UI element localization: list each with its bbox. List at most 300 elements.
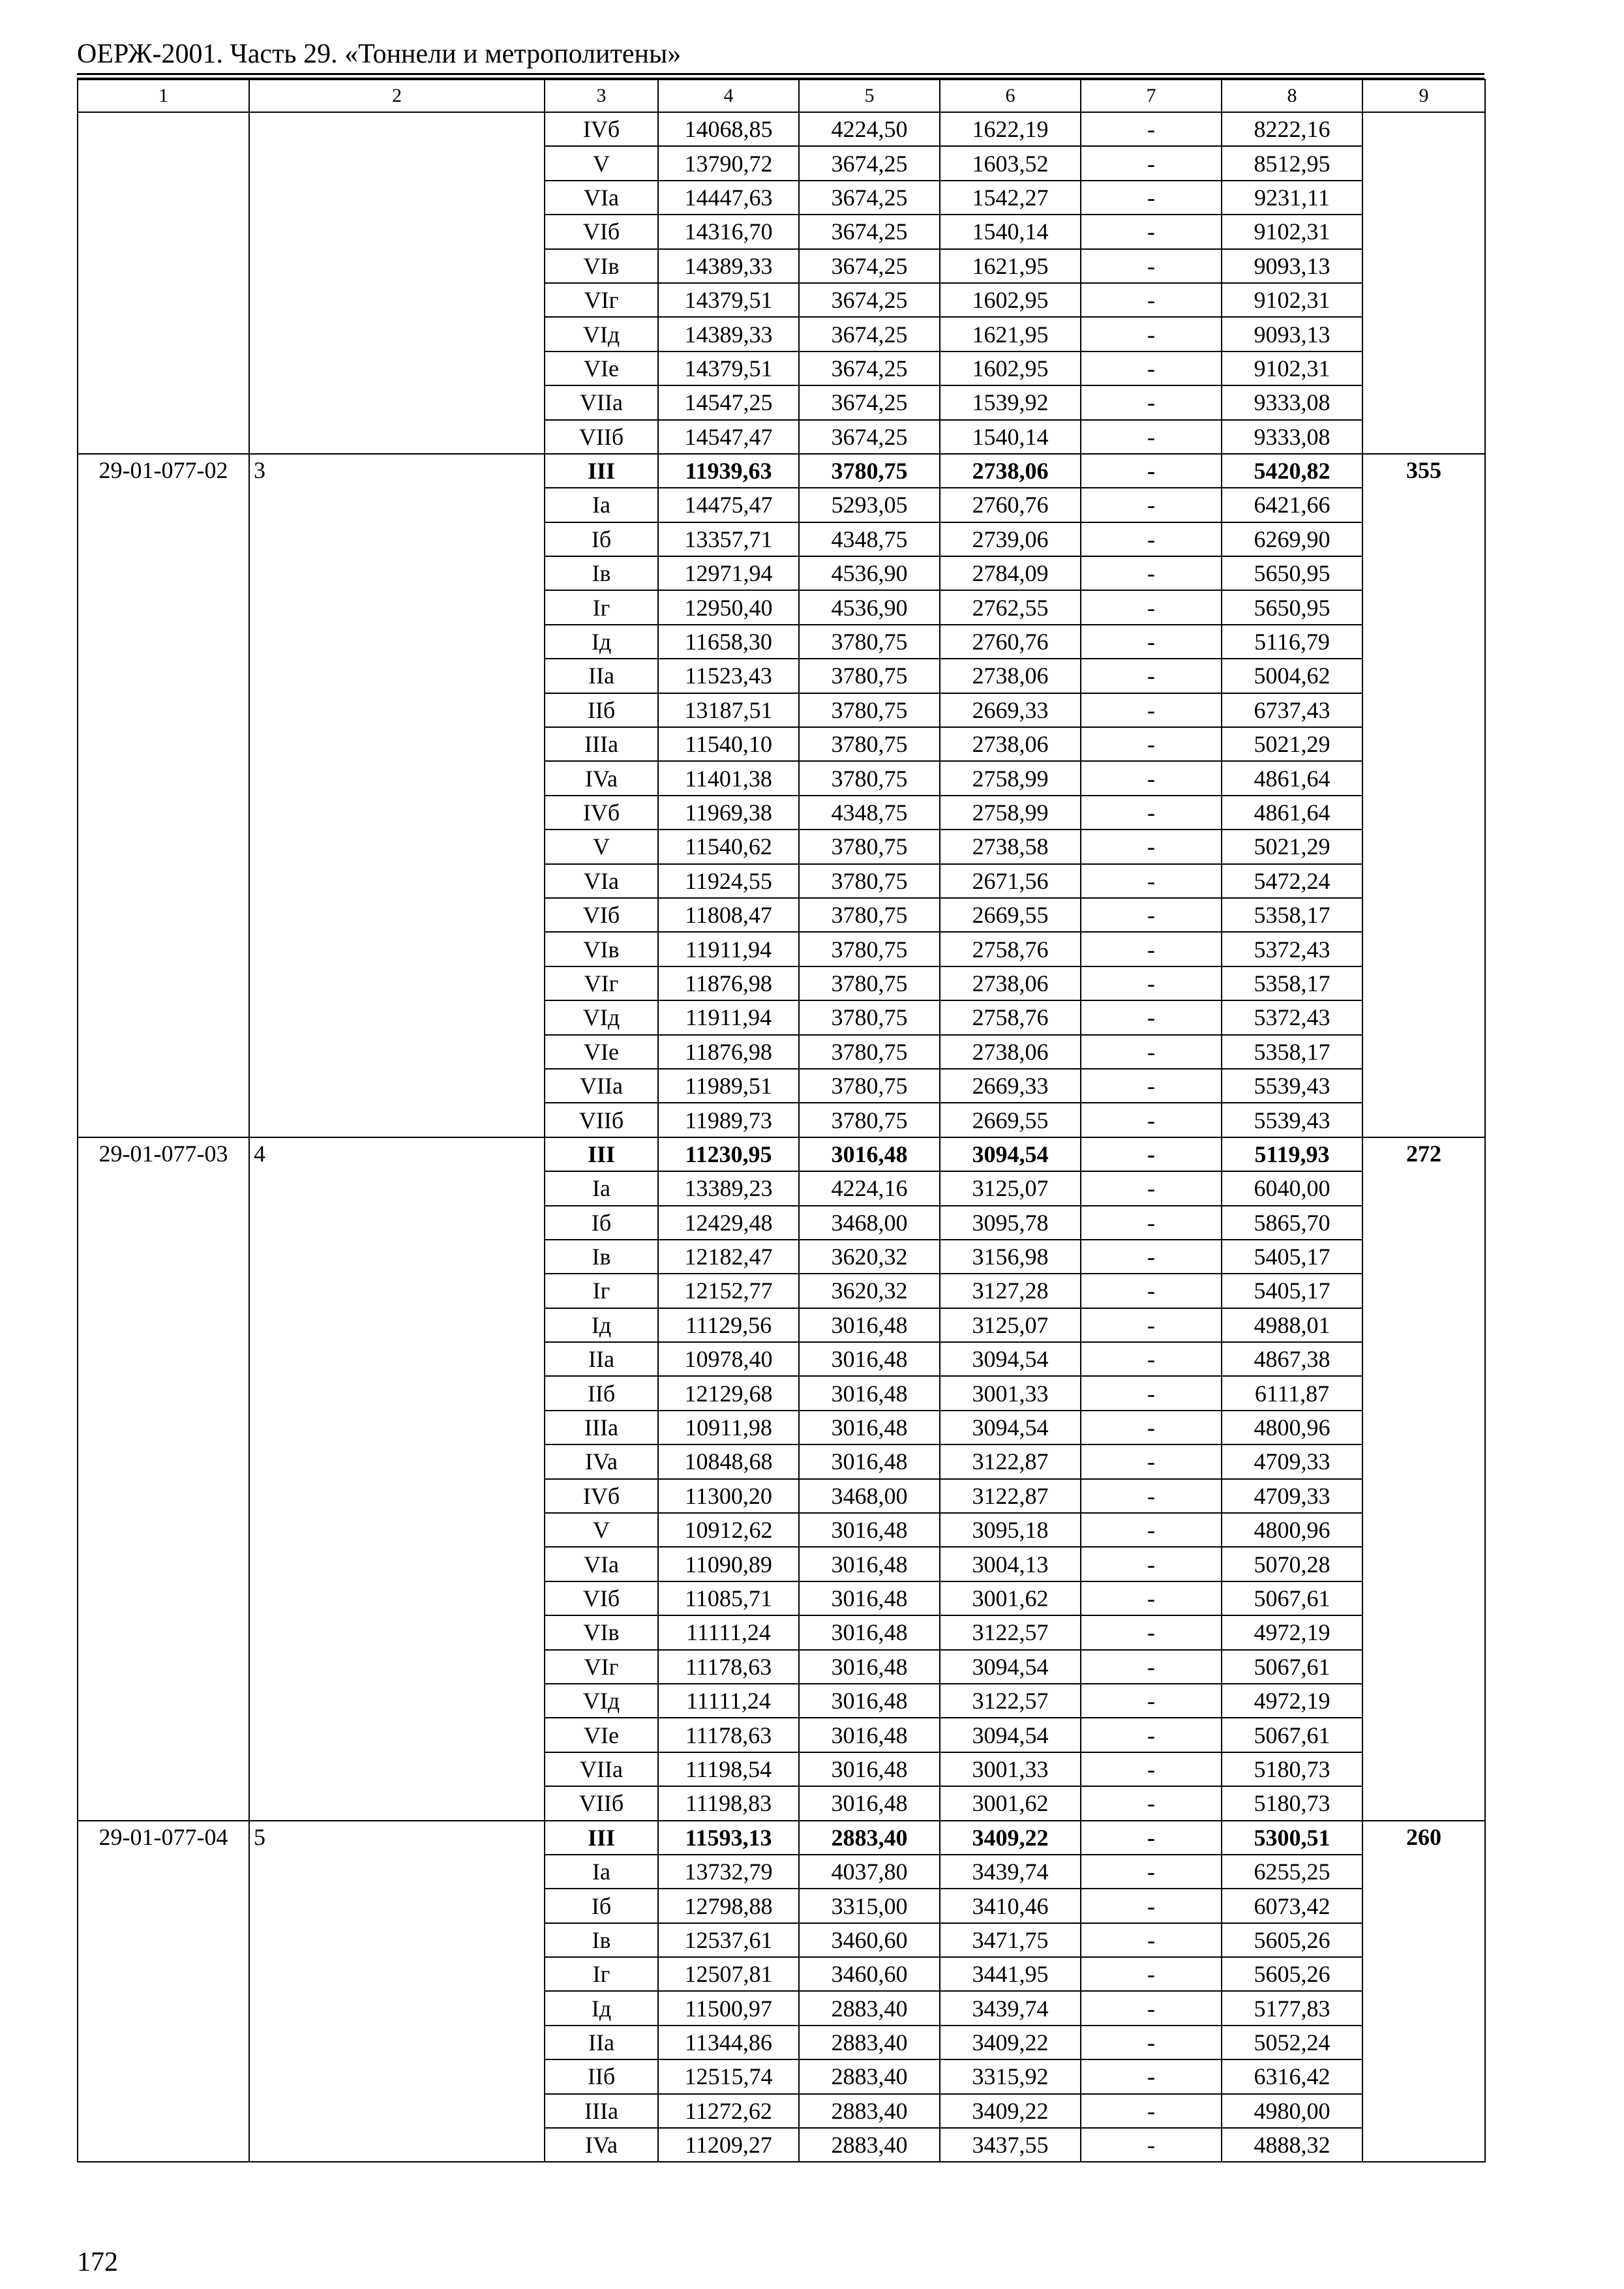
value-cell-c8: 9093,13 (1222, 249, 1362, 283)
price-table (77, 79, 1486, 2162)
value-cell-c8: 5358,17 (1222, 1035, 1362, 1069)
value-cell-c7: - (1081, 556, 1222, 590)
value-cell-c8: 5052,24 (1222, 2026, 1362, 2059)
value-cell-c3: VIг (545, 283, 658, 317)
value-cell-c7: - (1081, 522, 1222, 556)
value-cell-c3: IVб (545, 796, 658, 830)
value-cell-c3: IIIa (545, 727, 658, 761)
value-cell-c3: Ia (545, 488, 658, 522)
value-cell-c7: - (1081, 181, 1222, 215)
column-number-row (78, 80, 1485, 112)
value-cell-c7: - (1081, 352, 1222, 385)
value-cell-c5: 3780,75 (799, 864, 940, 898)
value-cell-c7: - (1081, 2026, 1222, 2059)
value-cell-c7: - (1081, 1171, 1222, 1205)
value-cell-c4: 13732,79 (658, 1855, 799, 1889)
value-cell-c5: 4536,90 (799, 556, 940, 590)
value-cell-c3: IIб (545, 1376, 658, 1410)
value-cell-c8: 9333,08 (1222, 385, 1362, 419)
description-cell: 4 (249, 1137, 545, 1821)
value-cell-c8: 5067,61 (1222, 1650, 1362, 1684)
value-cell-c8: 4980,00 (1222, 2094, 1362, 2128)
value-cell-c4: 14389,33 (658, 317, 799, 351)
value-cell-c4: 11924,55 (658, 864, 799, 898)
value-cell-c8: 5405,17 (1222, 1274, 1362, 1308)
value-cell-c5: 3016,48 (799, 1547, 940, 1581)
value-cell-c6: 2784,09 (940, 556, 1081, 590)
table-row (78, 1137, 1485, 1171)
value-cell-c4: 11969,38 (658, 796, 799, 830)
value-cell-c6: 3156,98 (940, 1240, 1081, 1274)
col9-cell: 272 (1362, 1137, 1485, 1821)
value-cell-c7: - (1081, 932, 1222, 966)
value-cell-c8: 5021,29 (1222, 727, 1362, 761)
value-cell-c6: 3094,54 (940, 1718, 1081, 1752)
value-cell-c3: VIIб (545, 420, 658, 454)
value-cell-c7: - (1081, 1786, 1222, 1820)
rate-code-cell (78, 112, 249, 454)
column-number-cell: 9 (1362, 80, 1485, 112)
value-cell-c4: 13790,72 (658, 146, 799, 180)
value-cell-c6: 3315,92 (940, 2059, 1081, 2093)
value-cell-c7: - (1081, 1821, 1222, 1855)
value-cell-c7: - (1081, 215, 1222, 248)
value-cell-c4: 11540,62 (658, 830, 799, 863)
value-cell-c4: 11178,63 (658, 1718, 799, 1752)
value-cell-c7: - (1081, 898, 1222, 932)
value-cell-c6: 3441,95 (940, 1957, 1081, 1991)
value-cell-c4: 10912,62 (658, 1513, 799, 1547)
value-cell-c6: 3094,54 (940, 1137, 1081, 1171)
value-cell-c4: 12537,61 (658, 1923, 799, 1957)
value-cell-c7: - (1081, 1615, 1222, 1649)
value-cell-c3: VIд (545, 317, 658, 351)
value-cell-c8: 4972,19 (1222, 1684, 1362, 1718)
value-cell-c3: VIIб (545, 1786, 658, 1820)
value-cell-c6: 3095,18 (940, 1513, 1081, 1547)
value-cell-c5: 4348,75 (799, 796, 940, 830)
value-cell-c7: - (1081, 1991, 1222, 2025)
value-cell-c7: - (1081, 249, 1222, 283)
value-cell-c4: 12798,88 (658, 1889, 799, 1922)
value-cell-c4: 11989,73 (658, 1103, 799, 1137)
value-cell-c8: 9102,31 (1222, 215, 1362, 248)
value-cell-c6: 3127,28 (940, 1274, 1081, 1308)
value-cell-c6: 2738,06 (940, 727, 1081, 761)
value-cell-c3: IIa (545, 659, 658, 693)
value-cell-c6: 3001,33 (940, 1376, 1081, 1410)
value-cell-c5: 3016,48 (799, 1752, 940, 1786)
value-cell-c7: - (1081, 1240, 1222, 1274)
value-cell-c6: 2762,55 (940, 590, 1081, 624)
value-cell-c3: Ia (545, 1855, 658, 1889)
value-cell-c4: 14389,33 (658, 249, 799, 283)
value-cell-c3: VIa (545, 1547, 658, 1581)
value-cell-c8: 4861,64 (1222, 761, 1362, 795)
value-cell-c4: 14475,47 (658, 488, 799, 522)
value-cell-c3: VIг (545, 1650, 658, 1684)
value-cell-c5: 4224,50 (799, 112, 940, 146)
value-cell-c4: 14068,85 (658, 112, 799, 146)
column-number-cell: 6 (940, 80, 1081, 112)
value-cell-c8: 5865,70 (1222, 1206, 1362, 1240)
value-cell-c6: 1622,19 (940, 112, 1081, 146)
value-cell-c4: 11272,62 (658, 2094, 799, 2128)
value-cell-c7: - (1081, 966, 1222, 1000)
value-cell-c7: - (1081, 1513, 1222, 1547)
value-cell-c7: - (1081, 146, 1222, 180)
value-cell-c6: 3122,87 (940, 1479, 1081, 1513)
value-cell-c6: 1602,95 (940, 352, 1081, 385)
value-cell-c6: 3001,33 (940, 1752, 1081, 1786)
value-cell-c8: 9231,11 (1222, 181, 1362, 215)
value-cell-c5: 3780,75 (799, 1035, 940, 1069)
value-cell-c7: - (1081, 112, 1222, 146)
table-row (78, 112, 1485, 146)
value-cell-c4: 12507,81 (658, 1957, 799, 1991)
header-rule-top (77, 73, 1484, 75)
description-cell (249, 112, 545, 454)
value-cell-c8: 4709,33 (1222, 1479, 1362, 1513)
value-cell-c6: 3004,13 (940, 1547, 1081, 1581)
value-cell-c7: - (1081, 590, 1222, 624)
value-cell-c4: 11911,94 (658, 1000, 799, 1034)
value-cell-c4: 12971,94 (658, 556, 799, 590)
value-cell-c4: 12429,48 (658, 1206, 799, 1240)
value-cell-c4: 12515,74 (658, 2059, 799, 2093)
value-cell-c5: 3016,48 (799, 1786, 940, 1820)
value-cell-c6: 1602,95 (940, 283, 1081, 317)
value-cell-c5: 3016,48 (799, 1650, 940, 1684)
value-cell-c3: IIIa (545, 1411, 658, 1444)
value-cell-c5: 3674,25 (799, 317, 940, 351)
value-cell-c3: VIa (545, 181, 658, 215)
value-cell-c6: 3001,62 (940, 1786, 1081, 1820)
value-cell-c8: 5021,29 (1222, 830, 1362, 863)
value-cell-c6: 1603,52 (940, 146, 1081, 180)
value-cell-c6: 3410,46 (940, 1889, 1081, 1922)
value-cell-c3: VIIa (545, 1069, 658, 1103)
description-cell: 5 (249, 1821, 545, 2162)
value-cell-c4: 11209,27 (658, 2128, 799, 2162)
value-cell-c4: 14447,63 (658, 181, 799, 215)
value-cell-c7: - (1081, 2059, 1222, 2093)
value-cell-c3: Iг (545, 590, 658, 624)
value-cell-c4: 12182,47 (658, 1240, 799, 1274)
value-cell-c5: 3674,25 (799, 146, 940, 180)
value-cell-c8: 9093,13 (1222, 317, 1362, 351)
value-cell-c5: 3460,60 (799, 1957, 940, 1991)
value-cell-c7: - (1081, 1444, 1222, 1478)
value-cell-c8: 5358,17 (1222, 966, 1362, 1000)
value-cell-c8: 4800,96 (1222, 1411, 1362, 1444)
value-cell-c8: 8512,95 (1222, 146, 1362, 180)
value-cell-c7: - (1081, 1855, 1222, 1889)
column-number-cell: 3 (545, 80, 658, 112)
value-cell-c4: 11523,43 (658, 659, 799, 693)
value-cell-c8: 5119,93 (1222, 1137, 1362, 1171)
value-cell-c4: 11178,63 (658, 1650, 799, 1684)
value-cell-c3: III (545, 1821, 658, 1855)
value-cell-c4: 11085,71 (658, 1581, 799, 1615)
value-cell-c7: - (1081, 1342, 1222, 1376)
value-cell-c8: 4709,33 (1222, 1444, 1362, 1478)
value-cell-c6: 2669,33 (940, 693, 1081, 727)
value-cell-c6: 3409,22 (940, 2026, 1081, 2059)
value-cell-c5: 3016,48 (799, 1684, 940, 1718)
value-cell-c3: Iд (545, 625, 658, 659)
value-cell-c6: 1621,95 (940, 249, 1081, 283)
value-cell-c4: 11111,24 (658, 1615, 799, 1649)
value-cell-c4: 12129,68 (658, 1376, 799, 1410)
value-cell-c4: 10848,68 (658, 1444, 799, 1478)
value-cell-c5: 3674,25 (799, 181, 940, 215)
value-cell-c5: 3016,48 (799, 1411, 940, 1444)
value-cell-c5: 3620,32 (799, 1240, 940, 1274)
value-cell-c6: 3122,57 (940, 1684, 1081, 1718)
table-row (78, 1821, 1485, 1855)
value-cell-c5: 3780,75 (799, 727, 940, 761)
value-cell-c5: 3780,75 (799, 1103, 940, 1137)
value-cell-c3: Iд (545, 1308, 658, 1342)
value-cell-c7: - (1081, 1957, 1222, 1991)
value-cell-c6: 3125,07 (940, 1308, 1081, 1342)
value-cell-c8: 6316,42 (1222, 2059, 1362, 2093)
value-cell-c8: 6269,90 (1222, 522, 1362, 556)
value-cell-c7: - (1081, 1376, 1222, 1410)
value-cell-c5: 4224,16 (799, 1171, 940, 1205)
value-cell-c7: - (1081, 1069, 1222, 1103)
value-cell-c7: - (1081, 1479, 1222, 1513)
value-cell-c8: 5358,17 (1222, 898, 1362, 932)
value-cell-c5: 3780,75 (799, 761, 940, 795)
value-cell-c3: Iг (545, 1957, 658, 1991)
value-cell-c3: Ia (545, 1171, 658, 1205)
value-cell-c5: 3016,48 (799, 1513, 940, 1547)
value-cell-c5: 3674,25 (799, 385, 940, 419)
value-cell-c4: 11111,24 (658, 1684, 799, 1718)
value-cell-c5: 3620,32 (799, 1274, 940, 1308)
value-cell-c8: 5539,43 (1222, 1069, 1362, 1103)
value-cell-c7: - (1081, 1308, 1222, 1342)
value-cell-c4: 10978,40 (658, 1342, 799, 1376)
value-cell-c4: 12152,77 (658, 1274, 799, 1308)
value-cell-c5: 3016,48 (799, 1308, 940, 1342)
value-cell-c3: VIб (545, 1581, 658, 1615)
value-cell-c8: 5070,28 (1222, 1547, 1362, 1581)
value-cell-c5: 2883,40 (799, 2094, 940, 2128)
value-cell-c3: IIa (545, 1342, 658, 1376)
value-cell-c4: 14379,51 (658, 283, 799, 317)
value-cell-c3: IVa (545, 2128, 658, 2162)
value-cell-c8: 6255,25 (1222, 1855, 1362, 1889)
value-cell-c6: 2738,58 (940, 830, 1081, 863)
value-cell-c6: 2758,76 (940, 932, 1081, 966)
value-cell-c5: 3780,75 (799, 830, 940, 863)
value-cell-c8: 4988,01 (1222, 1308, 1362, 1342)
value-cell-c5: 3016,48 (799, 1376, 940, 1410)
col9-cell: 355 (1362, 454, 1485, 1137)
value-cell-c5: 4536,90 (799, 590, 940, 624)
value-cell-c8: 9333,08 (1222, 420, 1362, 454)
value-cell-c7: - (1081, 796, 1222, 830)
value-cell-c5: 3674,25 (799, 215, 940, 248)
value-cell-c8: 6040,00 (1222, 1171, 1362, 1205)
value-cell-c3: VIд (545, 1684, 658, 1718)
value-cell-c6: 2739,06 (940, 522, 1081, 556)
value-cell-c4: 11876,98 (658, 966, 799, 1000)
value-cell-c5: 2883,40 (799, 2059, 940, 2093)
value-cell-c5: 3780,75 (799, 1069, 940, 1103)
value-cell-c3: IVб (545, 1479, 658, 1513)
value-cell-c4: 11911,94 (658, 932, 799, 966)
value-cell-c3: Iд (545, 1991, 658, 2025)
value-cell-c6: 2671,56 (940, 864, 1081, 898)
value-cell-c4: 11300,20 (658, 1479, 799, 1513)
value-cell-c5: 3674,25 (799, 352, 940, 385)
value-cell-c7: - (1081, 659, 1222, 693)
value-cell-c5: 3674,25 (799, 420, 940, 454)
value-cell-c7: - (1081, 1752, 1222, 1786)
value-cell-c7: - (1081, 1035, 1222, 1069)
col9-cell (1362, 112, 1485, 454)
column-number-cell: 4 (658, 80, 799, 112)
value-cell-c6: 3122,87 (940, 1444, 1081, 1478)
value-cell-c6: 3409,22 (940, 2094, 1081, 2128)
value-cell-c3: III (545, 1137, 658, 1171)
value-cell-c3: VIa (545, 864, 658, 898)
value-cell-c8: 6111,87 (1222, 1376, 1362, 1410)
value-cell-c3: VIе (545, 352, 658, 385)
value-cell-c7: - (1081, 1889, 1222, 1922)
table-row (78, 454, 1485, 488)
value-cell-c6: 3439,74 (940, 1855, 1081, 1889)
value-cell-c8: 5067,61 (1222, 1581, 1362, 1615)
value-cell-c7: - (1081, 625, 1222, 659)
value-cell-c8: 5605,26 (1222, 1957, 1362, 1991)
value-cell-c7: - (1081, 864, 1222, 898)
value-cell-c8: 5650,95 (1222, 590, 1362, 624)
value-cell-c4: 11129,56 (658, 1308, 799, 1342)
column-number-cell: 1 (78, 80, 249, 112)
value-cell-c8: 5067,61 (1222, 1718, 1362, 1752)
value-cell-c7: - (1081, 727, 1222, 761)
value-cell-c6: 3125,07 (940, 1171, 1081, 1205)
value-cell-c6: 1540,14 (940, 215, 1081, 248)
value-cell-c5: 5293,05 (799, 488, 940, 522)
value-cell-c4: 10911,98 (658, 1411, 799, 1444)
value-cell-c8: 9102,31 (1222, 352, 1362, 385)
value-cell-c3: V (545, 1513, 658, 1547)
value-cell-c7: - (1081, 385, 1222, 419)
value-cell-c7: - (1081, 1137, 1222, 1171)
value-cell-c5: 3780,75 (799, 625, 940, 659)
value-cell-c6: 2669,55 (940, 1103, 1081, 1137)
value-cell-c4: 12950,40 (658, 590, 799, 624)
value-cell-c7: - (1081, 2128, 1222, 2162)
value-cell-c4: 14547,47 (658, 420, 799, 454)
value-cell-c5: 2883,40 (799, 1821, 940, 1855)
value-cell-c8: 4867,38 (1222, 1342, 1362, 1376)
value-cell-c6: 2738,06 (940, 966, 1081, 1000)
column-number-cell: 5 (799, 80, 940, 112)
value-cell-c5: 3016,48 (799, 1718, 940, 1752)
value-cell-c8: 5116,79 (1222, 625, 1362, 659)
value-cell-c5: 3780,75 (799, 932, 940, 966)
value-cell-c5: 2883,40 (799, 2128, 940, 2162)
value-cell-c4: 11593,13 (658, 1821, 799, 1855)
value-cell-c8: 5372,43 (1222, 1000, 1362, 1034)
column-number-cell: 2 (249, 80, 545, 112)
value-cell-c5: 3016,48 (799, 1342, 940, 1376)
value-cell-c3: VIIa (545, 385, 658, 419)
value-cell-c4: 11876,98 (658, 1035, 799, 1069)
value-cell-c3: IVa (545, 761, 658, 795)
value-cell-c8: 5605,26 (1222, 1923, 1362, 1957)
value-cell-c8: 4861,64 (1222, 796, 1362, 830)
value-cell-c6: 3094,54 (940, 1650, 1081, 1684)
value-cell-c6: 1621,95 (940, 317, 1081, 351)
value-cell-c5: 4348,75 (799, 522, 940, 556)
value-cell-c6: 3001,62 (940, 1581, 1081, 1615)
value-cell-c7: - (1081, 1581, 1222, 1615)
value-cell-c6: 3122,57 (940, 1615, 1081, 1649)
column-number-cell: 8 (1222, 80, 1362, 112)
value-cell-c6: 1542,27 (940, 181, 1081, 215)
rate-code-cell: 29-01-077-03 (78, 1137, 249, 1821)
value-cell-c7: - (1081, 420, 1222, 454)
value-cell-c6: 2669,55 (940, 898, 1081, 932)
value-cell-c5: 3674,25 (799, 283, 940, 317)
value-cell-c8: 5539,43 (1222, 1103, 1362, 1137)
value-cell-c4: 11939,63 (658, 454, 799, 488)
rate-code-cell: 29-01-077-04 (78, 1821, 249, 2162)
value-cell-c4: 13357,71 (658, 522, 799, 556)
col9-cell: 260 (1362, 1821, 1485, 2162)
value-cell-c6: 3095,78 (940, 1206, 1081, 1240)
value-cell-c3: IIб (545, 2059, 658, 2093)
value-cell-c6: 2760,76 (940, 488, 1081, 522)
value-cell-c3: VIб (545, 898, 658, 932)
value-cell-c3: IIa (545, 2026, 658, 2059)
value-cell-c5: 3016,48 (799, 1615, 940, 1649)
value-cell-c8: 5650,95 (1222, 556, 1362, 590)
value-cell-c3: Iб (545, 1206, 658, 1240)
value-cell-c3: IIIa (545, 2094, 658, 2128)
value-cell-c7: - (1081, 1206, 1222, 1240)
value-cell-c6: 3094,54 (940, 1411, 1081, 1444)
value-cell-c3: V (545, 146, 658, 180)
description-cell: 3 (249, 454, 545, 1137)
value-cell-c6: 2738,06 (940, 454, 1081, 488)
value-cell-c6: 2738,06 (940, 1035, 1081, 1069)
value-cell-c3: VIIa (545, 1752, 658, 1786)
rate-code-cell: 29-01-077-02 (78, 454, 249, 1137)
value-cell-c4: 13187,51 (658, 693, 799, 727)
value-cell-c7: - (1081, 761, 1222, 795)
value-cell-c3: IVa (545, 1444, 658, 1478)
value-cell-c7: - (1081, 1547, 1222, 1581)
value-cell-c8: 5372,43 (1222, 932, 1362, 966)
value-cell-c6: 1539,92 (940, 385, 1081, 419)
value-cell-c4: 11198,83 (658, 1786, 799, 1820)
value-cell-c8: 6073,42 (1222, 1889, 1362, 1922)
value-cell-c3: III (545, 454, 658, 488)
value-cell-c3: VIг (545, 966, 658, 1000)
value-cell-c7: - (1081, 1274, 1222, 1308)
value-cell-c8: 8222,16 (1222, 112, 1362, 146)
value-cell-c3: Iб (545, 522, 658, 556)
